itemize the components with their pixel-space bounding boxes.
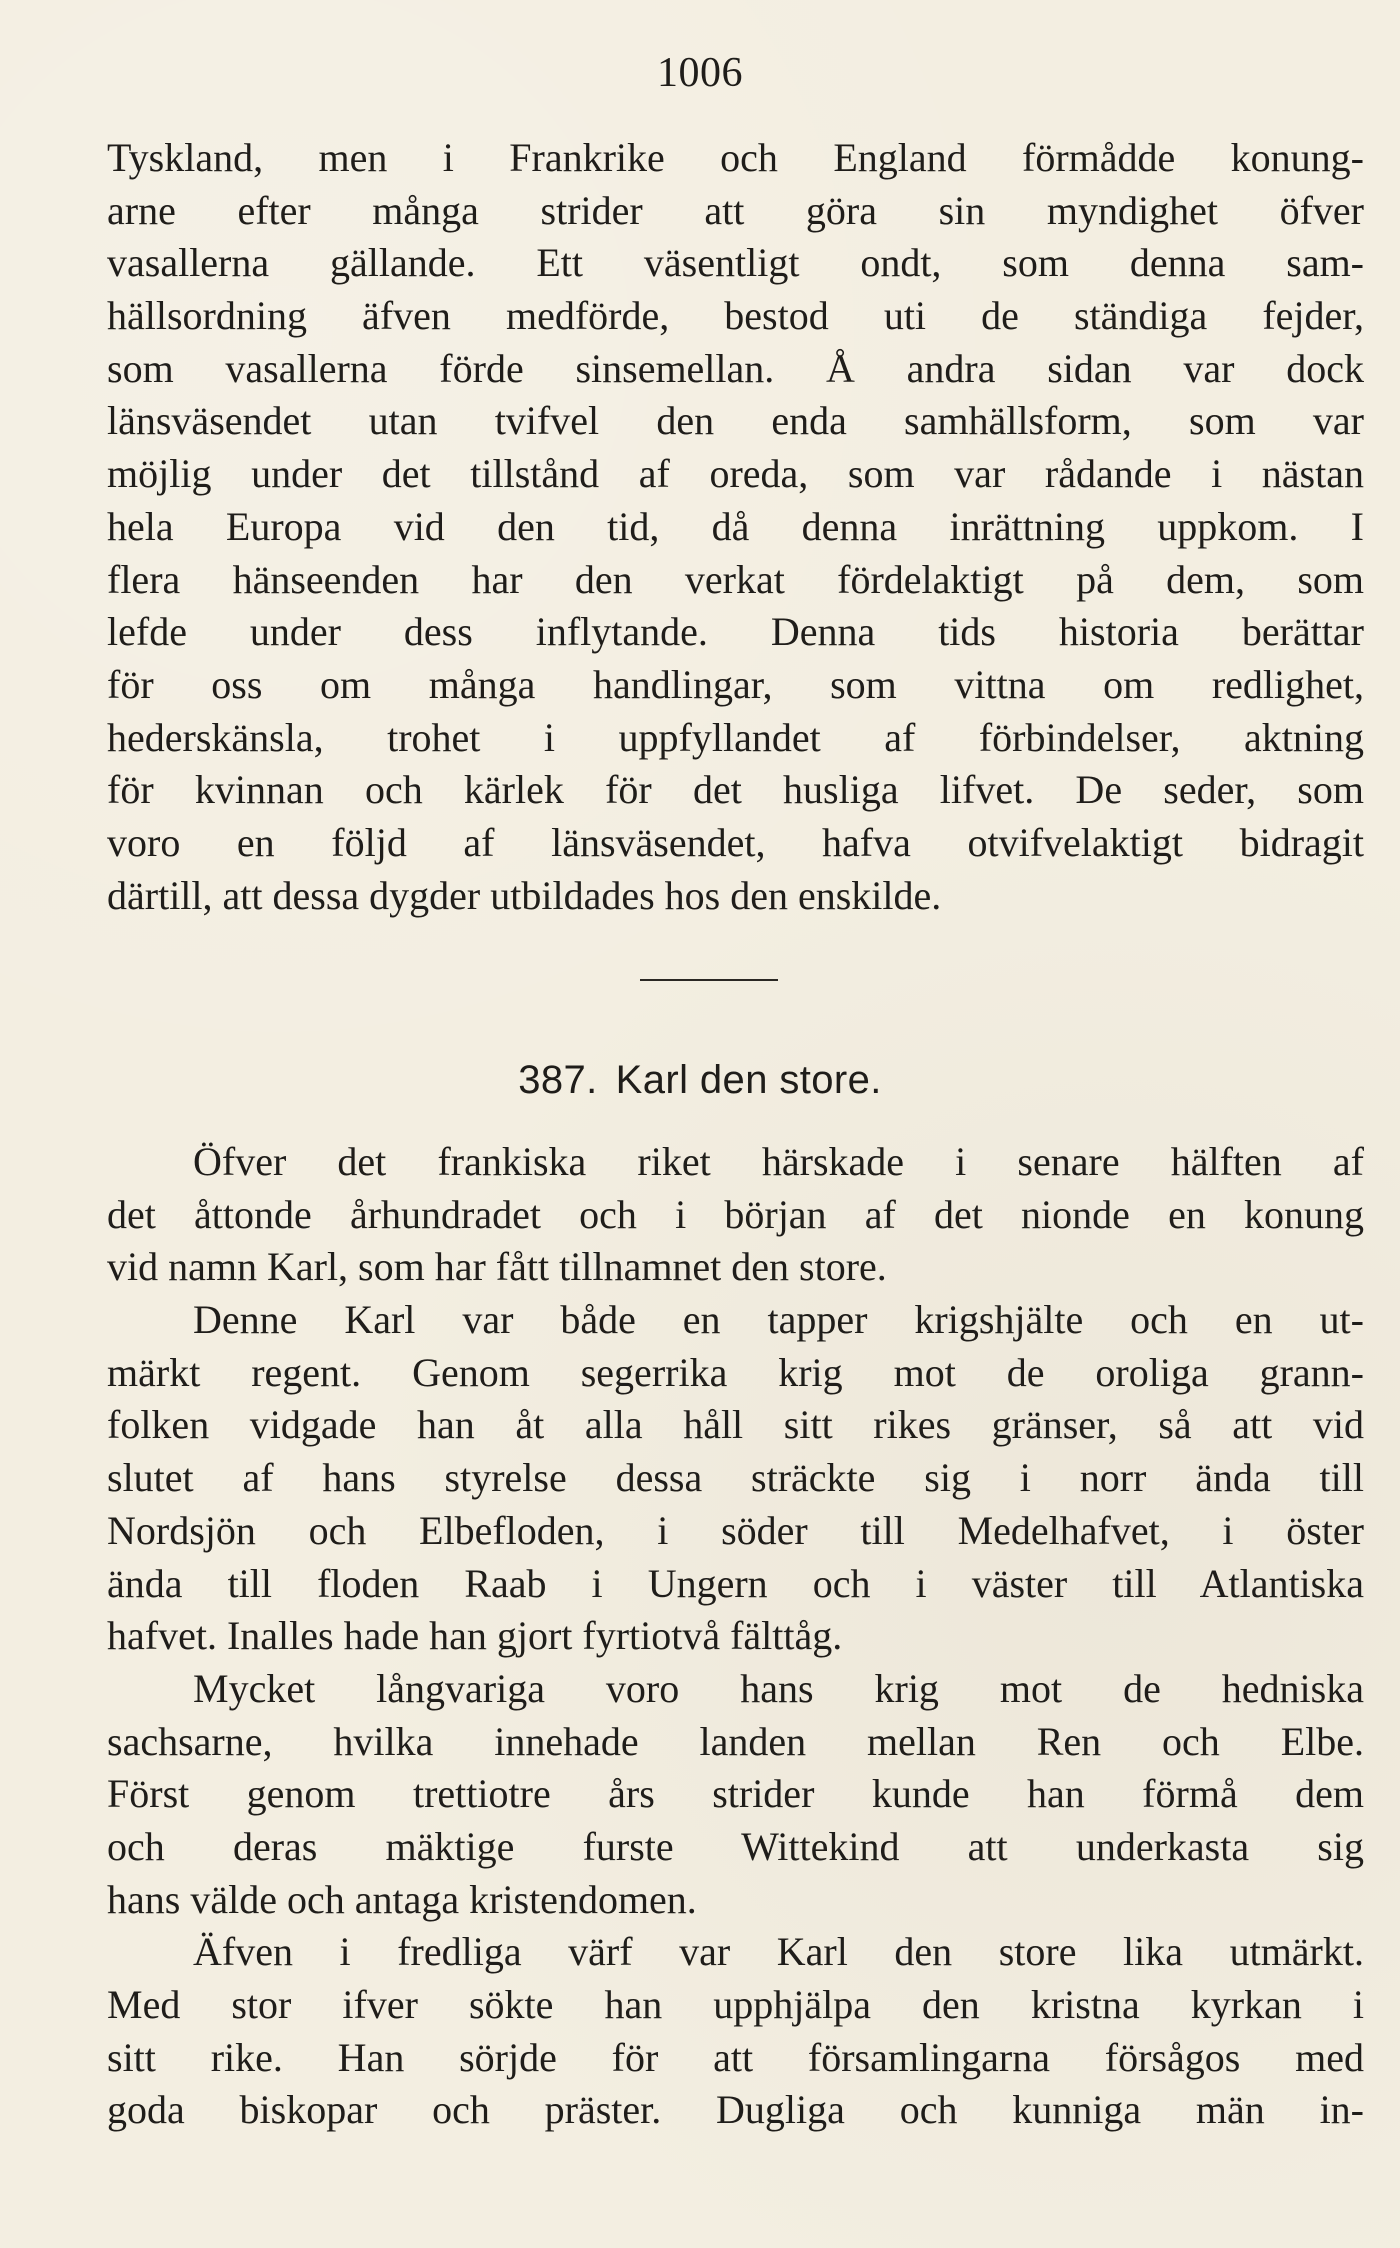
text-line: lefde under dess inflytande. Denna tids historia berättar <box>107 609 1364 655</box>
text-line: möjlig under det tillstånd af oreda, som var rådande i nästan <box>107 451 1364 497</box>
text-line: flera hänseenden har den verkat fördelaktigt på dem, som <box>107 556 1364 602</box>
page-number: 1006 <box>657 50 743 96</box>
text-line: märkt regent. Genom segerrika krig mot de oroliga grann- <box>107 1349 1364 1395</box>
section-number: 387. <box>518 1058 598 1102</box>
text-line: för oss om många handlingar, som vittna om redlighet, <box>107 661 1364 707</box>
text-line: Öfver det frankiska riket härskade i senare hälften af <box>193 1139 1364 1184</box>
text-line: sitt rike. Han sörjde för att församlingarna försågos med <box>107 2034 1364 2080</box>
text-line: vid namn Karl, som har fått tillnamnet den store. <box>107 1244 887 1290</box>
text-line: ända till floden Raab i Ungern och i väster till Atlantiska <box>107 1560 1364 1606</box>
text-line: Denne Karl var både en tapper krigshjälte och en ut- <box>193 1297 1364 1343</box>
text-line: Med stor ifver sökte han upphjälpa den kristna kyrkan i <box>107 1982 1364 2027</box>
text-line: länsväsendet utan tvifvel den enda samhällsform, som var <box>107 398 1364 444</box>
section-title: Karl den store. <box>615 1058 882 1102</box>
text-line: och deras mäktige furste Wittekind att underkasta sig <box>107 1823 1364 1869</box>
text-line: vasallerna gällande. Ett väsentligt ondt, som denna sam- <box>107 240 1364 286</box>
text-line: voro en följd af länsväsendet, hafva otvifvelaktigt bidragit <box>107 819 1364 865</box>
text-line: arne efter många strider att göra sin myndighet öfver <box>107 187 1364 233</box>
text-line: det åttonde århundradet och i början af det nionde en konung <box>107 1191 1364 1237</box>
text-line: Tyskland, men i Frankrike och England förmådde konung- <box>107 135 1364 180</box>
text-line: hederskänsla, trohet i uppfyllandet af förbindelser, aktning <box>107 714 1364 760</box>
text-line: hans välde och antaga kristendomen. <box>107 1876 697 1922</box>
text-line: Äfven i fredliga värf var Karl den store lika utmärkt. <box>193 1929 1364 1975</box>
section-heading <box>0 1060 1400 1100</box>
text-line: slutet af hans styrelse dessa sträckte sig i norr ända till <box>107 1455 1364 1501</box>
text-line: som vasallerna förde sinsemellan. Å andra sidan var dock <box>107 345 1364 391</box>
text-line: för kvinnan och kärlek för det husliga lifvet. De seder, som <box>107 767 1364 813</box>
text-line: Mycket långvariga voro hans krig mot de hedniska <box>193 1665 1364 1711</box>
text-line: folken vidgade han åt alla håll sitt rikes gränser, så att vid <box>107 1402 1364 1448</box>
text-line: goda biskopar och präster. Dugliga och kunniga män in- <box>107 2087 1364 2133</box>
text-line: hela Europa vid den tid, då denna inrättning uppkom. I <box>107 503 1364 549</box>
intro-paragraph <box>107 132 1364 922</box>
text-line: hällsordning äfven medförde, bestod uti de ständiga fejder, <box>107 293 1364 339</box>
text-line: sachsarne, hvilka innehade landen mellan Ren och Elbe. <box>107 1718 1364 1764</box>
section-divider <box>640 979 778 981</box>
section-body <box>107 1136 1364 2137</box>
text-line: därtill, att dessa dygder utbildades hos den enskilde. <box>107 872 942 918</box>
text-line: hafvet. Inalles hade han gjort fyrtiotvå fälttåg. <box>107 1613 843 1659</box>
text-line: Först genom trettiotre års strider kunde han förmå dem <box>107 1771 1364 1817</box>
text-line: Nordsjön och Elbefloden, i söder till Medelhafvet, i öster <box>107 1507 1364 1553</box>
